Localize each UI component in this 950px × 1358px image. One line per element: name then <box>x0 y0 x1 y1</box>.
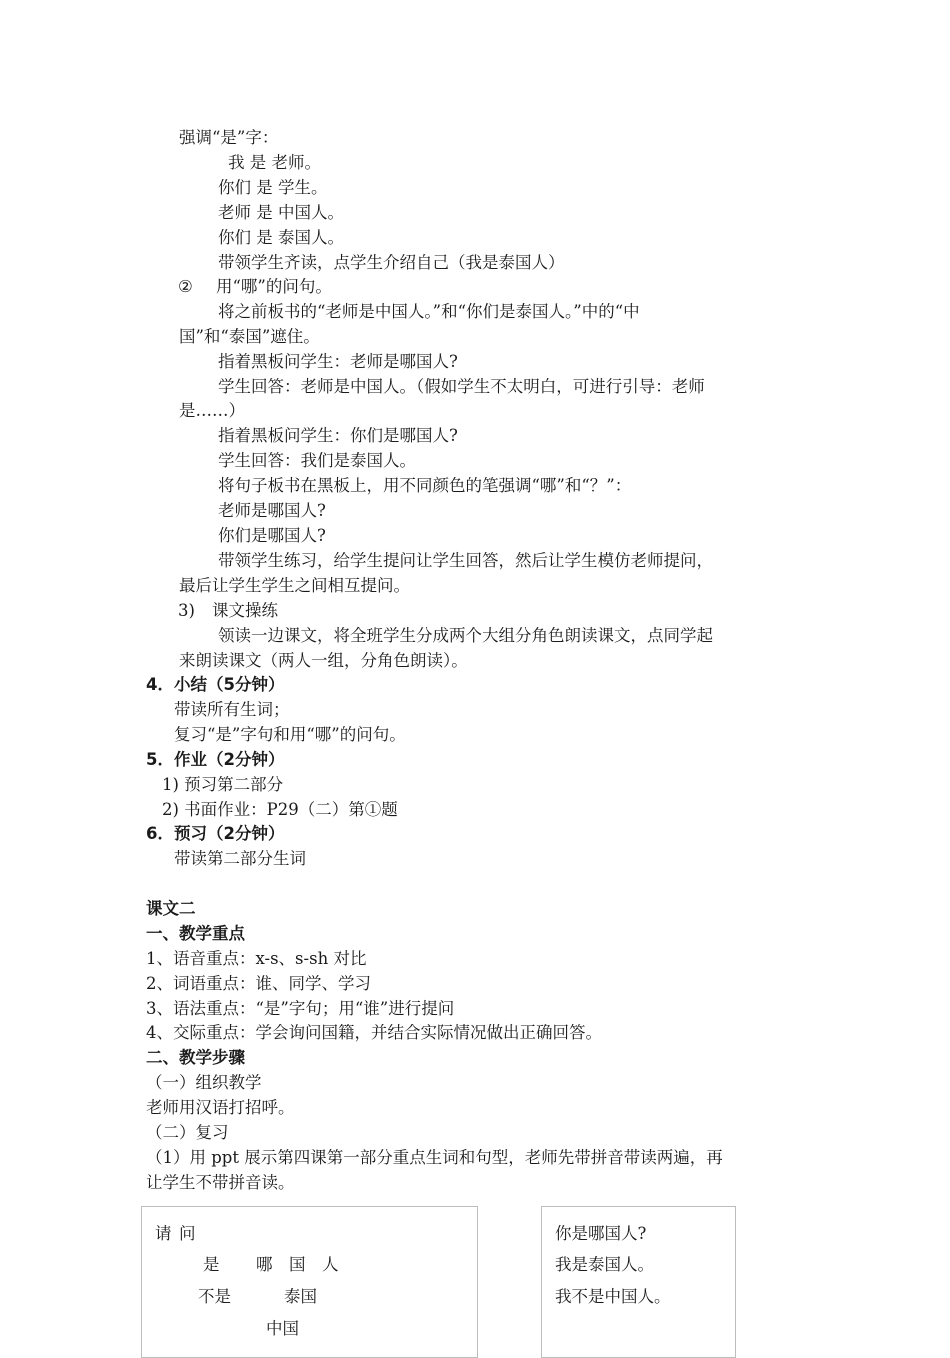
vocab-word: 哪 <box>256 1255 273 1274</box>
paragraph-line: 领读一边课文，将全班学生分成两个大组分角色朗读课文，点同学起 <box>218 626 713 645</box>
paragraph-line: 带读所有生词； <box>174 700 290 719</box>
item-title: 课文操练 <box>212 601 278 620</box>
step-heading: （一）组织教学 <box>146 1073 262 1092</box>
section-heading: 二、教学步骤 <box>146 1048 245 1067</box>
section-heading: 5．作业（2分钟） <box>146 750 285 769</box>
lesson-title: 课文二 <box>146 899 196 918</box>
vocab-word: 中国 <box>266 1319 299 1338</box>
example-sentence: 你们 是 泰国人。 <box>218 228 344 247</box>
paragraph-line: 带领学生齐读，点学生介绍自己（我是泰国人） <box>218 253 565 272</box>
section-heading: 4．小结（5分钟） <box>146 675 285 694</box>
focus-item: 1、语音重点：x-s、s-sh 对比 <box>146 949 367 968</box>
paragraph-line: 指着黑板问学生：你们是哪国人? <box>218 426 458 445</box>
item-marker: ② <box>178 277 193 296</box>
focus-item: 2、词语重点：谁、同学、学习 <box>146 974 371 993</box>
paragraph-line: 复习“是”字句和用“哪”的问句。 <box>174 725 406 744</box>
paragraph-line: 带领学生练习，给学生提问让学生回答，然后让学生模仿老师提问， <box>218 551 713 570</box>
paragraph-line: 将之前板书的“老师是中国人。”和“你们是泰国人。”中的“中 <box>218 302 640 321</box>
vocab-word: 是 <box>203 1255 220 1274</box>
example-sentence: 老师 是 中国人。 <box>218 203 344 222</box>
pattern-sentence: 我不是中国人。 <box>555 1287 671 1306</box>
emphasis-heading: 强调“是”字： <box>179 128 279 147</box>
item-title: 用“哪”的问句。 <box>216 277 332 296</box>
paragraph-line: 学生回答：老师是中国人。（假如学生不太明白，可进行引导：老师 <box>218 377 705 396</box>
paragraph-line: 让学生不带拼音读。 <box>146 1173 295 1192</box>
section-heading: 6．预习（2分钟） <box>146 824 285 843</box>
example-question: 老师是哪国人? <box>218 501 326 520</box>
vocab-word: 请 <box>155 1224 172 1243</box>
pattern-sentence: 你是哪国人? <box>555 1224 647 1243</box>
paragraph-line: 来朗读课文（两人一组，分角色朗读）。 <box>179 651 468 670</box>
pattern-sentence: 我是泰国人。 <box>555 1255 654 1274</box>
vocab-word: 人 <box>322 1255 339 1274</box>
paragraph-line: 学生回答：我们是泰国人。 <box>218 451 416 470</box>
paragraph-line: 老师用汉语打招呼。 <box>146 1098 295 1117</box>
paragraph-line: （1）用 ppt 展示第四课第一部分重点生词和句型，老师先带拼音带读两遍，再 <box>146 1148 723 1167</box>
vocab-word: 国 <box>289 1255 306 1274</box>
section-heading: 一、教学重点 <box>146 924 245 943</box>
paragraph-line: 国”和“泰国”遮住。 <box>179 327 320 346</box>
paragraph-line: 最后让学生学生之间相互提问。 <box>179 576 410 595</box>
list-item: 1) 预习第二部分 <box>162 775 284 794</box>
paragraph-line: 带读第二部分生词 <box>174 849 306 868</box>
example-sentence: 你们 是 学生。 <box>218 178 328 197</box>
focus-item: 4、交际重点：学会询问国籍，并结合实际情况做出正确回答。 <box>146 1023 602 1042</box>
example-sentence: 我 是 老师。 <box>228 153 321 172</box>
vocab-word: 泰国 <box>284 1287 317 1306</box>
step-heading: （二）复习 <box>146 1123 229 1142</box>
vocab-word: 不是 <box>198 1287 231 1306</box>
focus-item: 3、语法重点：“是”字句；用“谁”进行提问 <box>146 999 455 1018</box>
paragraph-line: 将句子板书在黑板上，用不同颜色的笔强调“哪”和“？”： <box>218 476 632 495</box>
example-question: 你们是哪国人? <box>218 526 326 545</box>
item-marker: 3) <box>178 601 195 620</box>
paragraph-line: 指着黑板问学生：老师是哪国人? <box>218 352 458 371</box>
paragraph-line: 是……） <box>179 401 245 420</box>
sentence-pattern-box <box>541 1206 736 1358</box>
list-item: 2) 书面作业：P29（二）第①题 <box>162 800 398 819</box>
vocabulary-box <box>141 1206 478 1358</box>
vocab-word: 问 <box>179 1224 196 1243</box>
